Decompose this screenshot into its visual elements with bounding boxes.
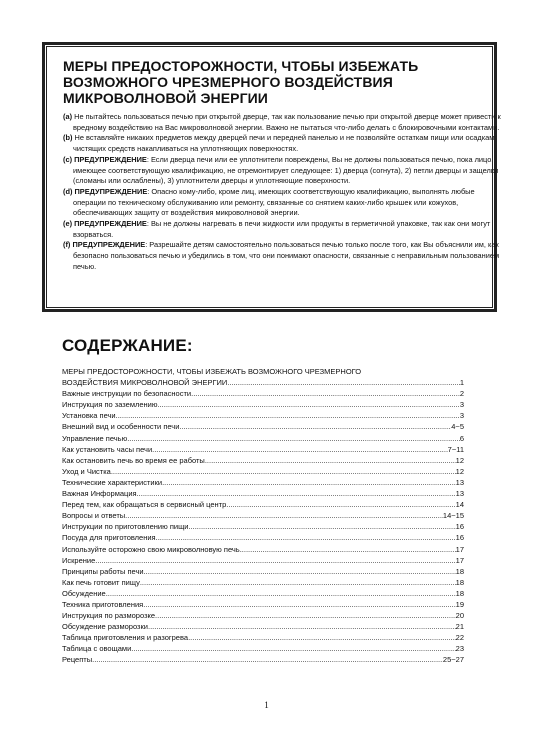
toc-leader-dots bbox=[162, 477, 456, 488]
toc-entry-page: 4~5 bbox=[451, 422, 464, 432]
warning-item-emphasis: ПРЕДУПРЕЖДЕНИЕ bbox=[74, 219, 147, 229]
toc-leader-dots bbox=[226, 499, 455, 510]
warning-item-text: : Если дверца печи или ее уплотнители повреждены, Вы не должны пользоваться печью, пока лицо, имеющее соответствующую квалификацию, не отремонтирует следующее: 1) дверца (согнута), 2) петли дверцы и защелки (сломаны или ослаблены), 3) уплотнители дверцы и уплотняющие поверхности. bbox=[73, 154, 499, 186]
toc-entry[interactable] bbox=[62, 466, 464, 477]
warning-title bbox=[63, 58, 490, 106]
toc-entry[interactable] bbox=[62, 433, 464, 444]
toc-entry-text: Важная Информация bbox=[62, 489, 137, 499]
toc-entry-text: Инструкция по заземлению bbox=[62, 400, 158, 410]
toc-entry-page: 3 bbox=[459, 411, 464, 421]
toc-entry-line[interactable]: МЕРЫ ПРЕДОСТОРОЖНОСТИ, ЧТОБЫ ИЗБЕЖАТЬ ВОЗМОЖНОГО ЧРЕЗМЕРНОГО bbox=[62, 367, 362, 376]
toc-leader-dots bbox=[140, 577, 456, 588]
toc-entry-page: 22 bbox=[455, 633, 464, 643]
toc-leader-dots bbox=[188, 521, 455, 532]
toc-leader-dots bbox=[155, 610, 456, 621]
toc-entry-page: 16 bbox=[455, 522, 464, 532]
toc-entry-text: Важные инструкции по безопасности bbox=[62, 389, 192, 399]
toc-entry-text: ВОЗДЕЙСТВИЯ МИКРОВОЛНОВОЙ ЭНЕРГИИ bbox=[62, 378, 228, 388]
toc-entry[interactable] bbox=[62, 521, 464, 532]
toc-entry-page: 18 bbox=[455, 566, 464, 576]
toc-entry[interactable] bbox=[62, 577, 464, 588]
warning-item-tag: (c) bbox=[63, 154, 73, 164]
toc-entry-page: 21 bbox=[455, 622, 464, 632]
toc-leader-dots bbox=[227, 377, 460, 388]
table-of-contents bbox=[62, 366, 464, 666]
page-number: 1 bbox=[264, 700, 269, 710]
warning-item-text: : Вы не должны нагревать в печи жидкости или продукты в герметичной упаковке, так как они могут взорваться. bbox=[73, 219, 491, 239]
toc-entry[interactable] bbox=[62, 544, 464, 555]
toc-leader-dots bbox=[152, 444, 448, 455]
toc-leader-dots bbox=[106, 588, 456, 599]
toc-entry-text: Установка печи bbox=[62, 411, 116, 421]
toc-entry-page: 6 bbox=[459, 433, 464, 443]
toc-entry-text: Инструкция по разморозке bbox=[62, 611, 156, 621]
toc-entry[interactable] bbox=[62, 621, 464, 632]
toc-entry-text: Как печь готовит пищу bbox=[62, 577, 140, 587]
toc-entry-text: Как установить часы печи bbox=[62, 444, 153, 454]
toc-entry[interactable] bbox=[62, 610, 464, 621]
warning-title-line: МИКРОВОЛНОВОЙ ЭНЕРГИИ bbox=[63, 90, 268, 106]
toc-leader-dots bbox=[143, 599, 455, 610]
toc-entry[interactable] bbox=[62, 399, 464, 410]
toc-entry-page: 19 bbox=[455, 599, 464, 609]
toc-entry-text: Используйте осторожно свою микроволновую печь bbox=[62, 544, 240, 554]
warning-item bbox=[63, 240, 503, 272]
warning-item-text: Не пытайтесь пользоваться печью при открытой дверце, так как пользование печью при открытой дверце может привести к вредному воздействию на Вас микроволновой энергии. Важно не пытаться что-либо делать с блокировочными контактами. bbox=[73, 112, 501, 132]
toc-entry-text: Внешний вид и особенности печи bbox=[62, 422, 180, 432]
toc-entry[interactable] bbox=[62, 632, 464, 643]
toc-entry-text: Таблица приготовления и разогрева bbox=[62, 633, 189, 643]
warning-item-tag: (f) bbox=[63, 240, 71, 250]
toc-entry-page: 12 bbox=[455, 455, 464, 465]
warning-item-emphasis: ПРЕДУПРЕЖДЕНИЕ bbox=[74, 186, 148, 196]
toc-entry-page: 20 bbox=[455, 611, 464, 621]
toc-entry[interactable] bbox=[62, 388, 464, 399]
toc-entry-page: 12 bbox=[455, 466, 464, 476]
warning-item-text: : Опасно кому-либо, кроме лиц, имеющих соответствующую квалификацию, выполнять любые операции по техническому обслуживанию или ремонту, связанные со снятием каких-либо крышек или кожухов, обеспечивающих защиту от воздействия микроволновой энергии. bbox=[73, 186, 475, 218]
toc-entry[interactable] bbox=[62, 444, 464, 455]
toc-leader-dots bbox=[205, 455, 456, 466]
toc-entry[interactable] bbox=[62, 499, 464, 510]
toc-entry-page: 1 bbox=[459, 378, 464, 388]
toc-entry-page: 25~27 bbox=[442, 655, 464, 665]
warning-item bbox=[63, 155, 503, 187]
toc-entry-text: Обсуждение разморозки bbox=[62, 622, 148, 632]
toc-entry-page: 14~15 bbox=[442, 511, 464, 521]
toc-entry-text: Обсуждение bbox=[62, 588, 106, 598]
toc-entry-text: Инструкции по приготовлению пищи bbox=[62, 522, 189, 532]
warning-item bbox=[63, 187, 503, 219]
toc-entry[interactable] bbox=[62, 455, 464, 466]
warning-item-text: : Разрешайте детям самостоятельно пользоваться печью только после того, как Вы объяснили им, как безопасно пользоваться печью и убедились в том, что они понимают опасности, связанные с неправильным пользованием печью. bbox=[73, 240, 500, 271]
toc-leader-dots bbox=[95, 555, 455, 566]
toc-entry[interactable] bbox=[62, 532, 464, 543]
toc-entry[interactable] bbox=[62, 377, 464, 388]
toc-leader-dots bbox=[127, 433, 460, 444]
warning-item-tag: (e) bbox=[63, 219, 73, 229]
toc-entry-text: Вопросы и ответы bbox=[62, 511, 126, 521]
toc-entry-page: 14 bbox=[455, 500, 464, 510]
toc-leader-dots bbox=[188, 632, 456, 643]
toc-entry-page: 3 bbox=[459, 400, 464, 410]
warning-item-emphasis: ПРЕДУПРЕЖДЕНИЕ bbox=[72, 240, 146, 250]
toc-entry[interactable] bbox=[62, 643, 464, 654]
warning-item-tag: (b) bbox=[63, 133, 73, 143]
warning-item bbox=[63, 112, 503, 133]
toc-leader-dots bbox=[111, 466, 456, 477]
toc-entry-text: Искрение bbox=[62, 555, 96, 565]
toc-entry-text: Технические характеристики bbox=[62, 477, 163, 487]
toc-leader-dots bbox=[144, 566, 456, 577]
toc-entry-text: Посуда для приготовления bbox=[62, 533, 156, 543]
toc-entry-page: 16 bbox=[455, 533, 464, 543]
warning-item-emphasis: ПРЕДУПРЕЖДЕНИЕ bbox=[74, 154, 147, 164]
toc-entry-page: 23 bbox=[455, 644, 464, 654]
warning-box bbox=[42, 42, 501, 312]
toc-leader-dots bbox=[191, 388, 460, 399]
toc-entry[interactable] bbox=[62, 555, 464, 566]
toc-leader-dots bbox=[137, 488, 456, 499]
toc-entry-text: Принципы работы печи bbox=[62, 566, 144, 576]
toc-leader-dots bbox=[92, 654, 443, 665]
warning-item-tag: (d) bbox=[63, 186, 73, 196]
toc-entry-text: Как остановить печь во время ее работы bbox=[62, 455, 205, 465]
toc-entry-page: 2 bbox=[459, 389, 464, 399]
toc-entry-page: 13 bbox=[455, 489, 464, 499]
toc-entry[interactable] bbox=[62, 510, 464, 521]
toc-entry[interactable] bbox=[62, 421, 464, 432]
toc-leader-dots bbox=[240, 544, 456, 555]
toc-title: СОДЕРЖАНИЕ: bbox=[62, 336, 193, 355]
warning-item bbox=[63, 219, 503, 240]
toc-leader-dots bbox=[125, 510, 443, 521]
warning-title-line: ВОЗМОЖНОГО ЧРЕЗМЕРНОГО ВОЗДЕЙСТВИЯ bbox=[63, 74, 393, 90]
toc-entry[interactable] bbox=[62, 654, 464, 665]
toc-entry[interactable] bbox=[62, 410, 464, 421]
toc-entry-page: 18 bbox=[455, 588, 464, 598]
toc-entry-text: Рецепты bbox=[62, 655, 93, 665]
toc-leader-dots bbox=[148, 621, 456, 632]
toc-entry-page: 17 bbox=[455, 555, 464, 565]
toc-entry[interactable] bbox=[62, 488, 464, 499]
toc-entry-page: 17 bbox=[455, 544, 464, 554]
toc-entry[interactable] bbox=[62, 477, 464, 488]
toc-entry-page: 18 bbox=[455, 577, 464, 587]
toc-entry-text: Таблица с овощами bbox=[62, 644, 132, 654]
toc-entry[interactable] bbox=[62, 599, 464, 610]
toc-entry-text: Техника приготовления bbox=[62, 599, 144, 609]
toc-leader-dots bbox=[156, 532, 456, 543]
toc-leader-dots bbox=[116, 410, 460, 421]
toc-entry[interactable] bbox=[62, 588, 464, 599]
toc-leader-dots bbox=[179, 421, 451, 432]
toc-entry-text: Перед тем, как обращаться в сервисный центр bbox=[62, 500, 227, 510]
toc-entry-text: Управление печью bbox=[62, 433, 128, 443]
warning-item-text: Не вставляйте никаких предметов между дверцей печи и передней панелью и не позволяйте остаткам пищи или осадкам чистящих средств накапливаться на уплотняющих поверхностях. bbox=[73, 133, 495, 154]
warning-item-tag: (a) bbox=[63, 112, 73, 121]
toc-leader-dots bbox=[131, 643, 455, 654]
warning-items bbox=[49, 112, 501, 273]
warning-item bbox=[63, 133, 503, 154]
toc-leader-dots bbox=[158, 399, 460, 410]
toc-entry-text: Уход и Чистка bbox=[62, 466, 111, 476]
toc-entry-page: 7~11 bbox=[447, 444, 464, 454]
toc-entry[interactable] bbox=[62, 566, 464, 577]
toc-entry-page: 13 bbox=[455, 477, 464, 487]
warning-title-line: МЕРЫ ПРЕДОСТОРОЖНОСТИ, ЧТОБЫ ИЗБЕЖАТЬ bbox=[63, 58, 419, 74]
